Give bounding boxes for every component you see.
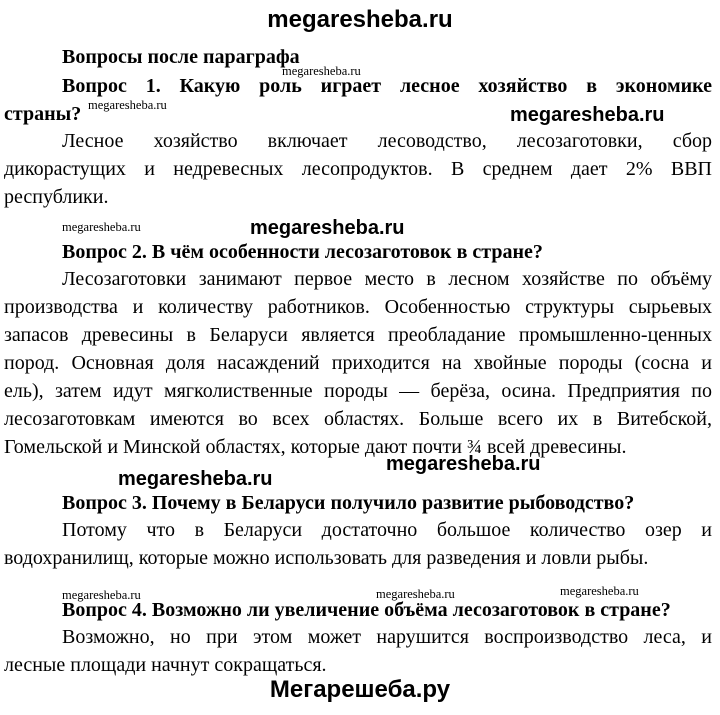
watermark-small-3: megaresheba.ru xyxy=(62,220,141,234)
section-heading: Вопросы после параграфа xyxy=(62,46,300,68)
watermark-small-4: megaresheba.ru xyxy=(376,587,455,601)
question-1-line-2: страны? xyxy=(4,103,82,125)
question-2: Вопрос 2. В чём особенности лесозаготовок в стране? xyxy=(62,241,543,263)
watermark-small-5: megaresheba.ru xyxy=(560,584,639,598)
watermark-big-3: megaresheba.ru xyxy=(118,468,273,490)
answer-2-line-1: Лесозаготовки занимают первое место в лесном хозяйстве по объёму xyxy=(62,268,712,290)
question-3: Вопрос 3. Почему в Беларуси получило развитие рыбоводство? xyxy=(62,492,635,514)
answer-4-line-2: лесные площади начнут сокращаться. xyxy=(4,654,327,676)
watermark-small-1: megaresheba.ru xyxy=(282,64,361,78)
answer-2-line-7: Гомельской и Минской областях, которые дают почти ¾ всей древесины. xyxy=(4,436,627,458)
answer-2-line-4: пород. Основная доля насаждений приходится на хвойные породы (сосна и xyxy=(4,352,712,374)
watermark-small-2: megaresheba.ru xyxy=(88,98,167,112)
question-1-line-1: Вопрос 1. Какую роль играет лесное хозяйство в экономике xyxy=(62,75,712,97)
watermark-big-2: megaresheba.ru xyxy=(250,217,405,239)
answer-2-line-3: запасов древесины в Беларуси является преобладание промышленно-ценных xyxy=(4,324,712,346)
answer-3-line-2: водохранилищ, которые можно использовать для разведения и ловли рыбы. xyxy=(4,547,649,569)
answer-3-line-1: Потому что в Беларуси достаточно большое количество озер и xyxy=(62,519,712,541)
answer-1-line-3: республики. xyxy=(4,186,109,208)
watermark-big-1: megaresheba.ru xyxy=(510,104,665,126)
answer-4-line-1: Возможно, но при этом может нарушится воспроизводство леса, и xyxy=(62,626,712,648)
answer-2-line-6: лесозаготовкам имеются во всех областях. Больше всего их в Витебской, xyxy=(4,408,712,430)
answer-1-line-1: Лесное хозяйство включает лесоводство, лесозаготовки, сбор xyxy=(62,130,712,152)
watermark-small-6: megaresheba.ru xyxy=(62,588,141,602)
answer-2-line-2: производства и количеству работников. Особенностью структуры сырьевых xyxy=(4,296,712,318)
watermark-big-4: megaresheba.ru xyxy=(386,453,541,475)
answer-1-line-2: дикорастущих и недревесных лесопродуктов. В среднем дает 2% ВВП xyxy=(4,158,712,180)
watermark-bottom: Мегарешеба.ру xyxy=(269,676,451,703)
question-4: Вопрос 4. Возможно ли увеличение объёма лесозаготовок в стране? xyxy=(62,599,671,621)
watermark-top: megaresheba.ru xyxy=(267,6,453,33)
answer-2-line-5: ель), затем идут мягколиственные породы — берёза, осина. Предприятия по xyxy=(4,380,712,402)
